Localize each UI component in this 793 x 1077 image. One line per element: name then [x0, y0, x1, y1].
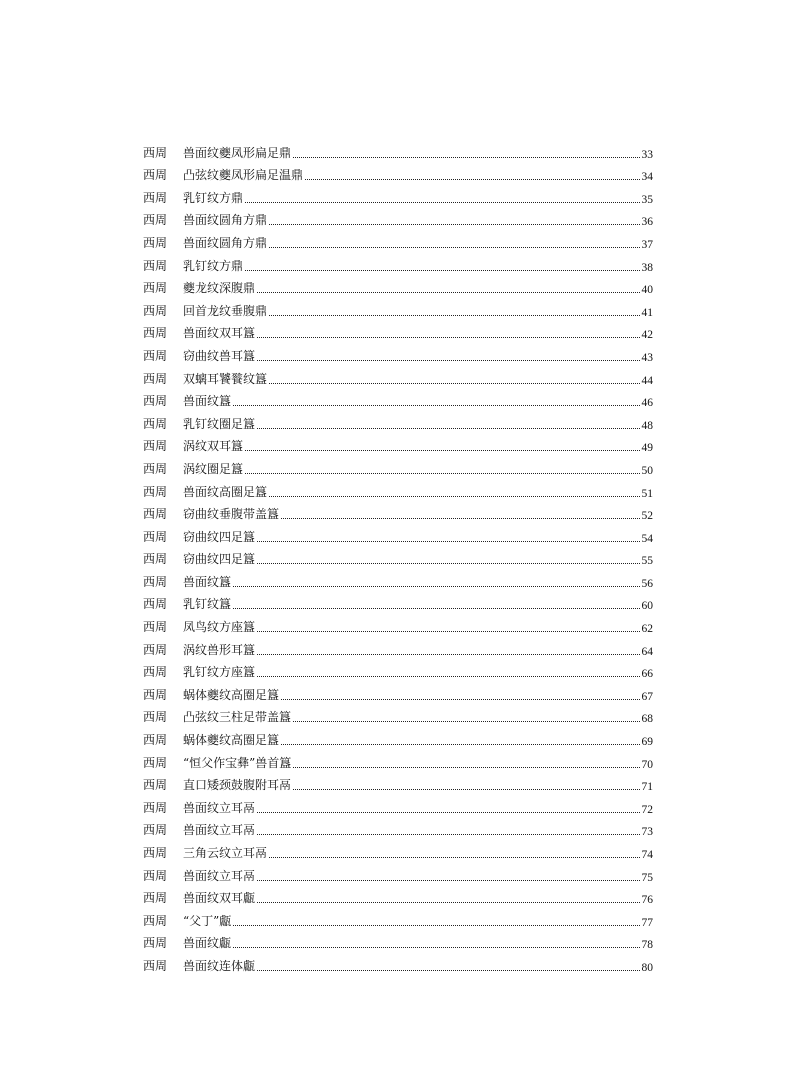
toc-title: 凤鸟纹方座簋: [183, 620, 256, 635]
toc-dot-leader: [245, 270, 639, 271]
toc-entry[interactable]: [143, 590, 653, 613]
toc-page-number: 34: [641, 171, 653, 184]
toc-title: 兽面纹立耳鬲: [183, 800, 256, 815]
toc-dynasty: 西周: [143, 394, 168, 409]
toc-dot-leader: [257, 631, 639, 632]
toc-entry[interactable]: [143, 861, 653, 884]
toc-entry[interactable]: [143, 725, 653, 748]
toc-dynasty: 西周: [143, 755, 168, 770]
toc-dynasty: 西周: [143, 800, 168, 815]
toc-entry[interactable]: [143, 183, 653, 206]
table-of-contents: [143, 138, 653, 974]
toc-page-number: 51: [641, 487, 653, 500]
toc-dot-leader: [281, 744, 639, 745]
toc-page-number: 48: [641, 419, 653, 432]
toc-dynasty: 西周: [143, 642, 168, 657]
toc-title: 兽面纹甗: [183, 936, 232, 951]
toc-entry[interactable]: [143, 206, 653, 229]
toc-entry[interactable]: [143, 929, 653, 952]
toc-title: 兽面纹圆角方鼎: [183, 235, 268, 250]
toc-dynasty: 西周: [143, 439, 168, 454]
toc-dot-leader: [257, 337, 639, 338]
toc-page-number: 38: [641, 261, 653, 274]
toc-entry[interactable]: [143, 138, 653, 161]
toc-dot-leader: [305, 179, 639, 180]
toc-dynasty: 西周: [143, 235, 168, 250]
toc-dot-leader: [269, 857, 639, 858]
toc-title: 直口矮颈鼓腹附耳鬲: [183, 778, 292, 793]
toc-page-number: 42: [641, 329, 653, 342]
toc-title: 蜗体夔纹高圈足簋: [183, 733, 280, 748]
toc-dot-leader: [257, 880, 639, 881]
toc-entry[interactable]: [143, 432, 653, 455]
toc-title: 兽面纹圆角方鼎: [183, 213, 268, 228]
toc-entry[interactable]: [143, 771, 653, 794]
toc-page-number: 37: [641, 238, 653, 251]
toc-page-number: 74: [641, 849, 653, 861]
toc-page-number: 33: [641, 148, 653, 161]
toc-title: 兽面纹双耳簋: [183, 326, 256, 341]
toc-entry[interactable]: [143, 161, 653, 184]
toc-entry[interactable]: [143, 703, 653, 726]
toc-title: 兽面纹立耳鬲: [183, 868, 256, 883]
toc-dot-leader: [233, 405, 639, 406]
toc-page-number: 56: [641, 577, 653, 590]
toc-dynasty: 西周: [143, 507, 168, 522]
toc-page-number: 36: [641, 216, 653, 229]
toc-entry[interactable]: [143, 454, 653, 477]
toc-dynasty: 西周: [143, 710, 168, 725]
toc-title: 窃曲纹兽耳簋: [183, 348, 256, 363]
toc-title: 窃曲纹四足簋: [183, 552, 256, 567]
toc-title: 夔龙纹深腹鼎: [183, 281, 256, 296]
toc-entry[interactable]: [143, 296, 653, 319]
toc-entry[interactable]: [143, 612, 653, 635]
toc-dynasty: 西周: [143, 213, 168, 228]
toc-title: 涡纹兽形耳簋: [183, 642, 256, 657]
toc-title: 回首龙纹垂腹鼎: [183, 303, 268, 318]
toc-page-number: 73: [641, 826, 653, 839]
toc-entry[interactable]: [143, 387, 653, 410]
toc-title: 蜗体夔纹高圈足簋: [183, 687, 280, 702]
toc-dynasty: 西周: [143, 168, 168, 183]
toc-page-number: 43: [641, 351, 653, 364]
toc-dynasty: 西周: [143, 665, 168, 680]
toc-title: 兽面纹簋: [183, 394, 232, 409]
toc-page-number: 40: [641, 284, 653, 297]
toc-title: 双螭耳饕餮纹簋: [183, 371, 268, 386]
toc-dot-leader: [293, 157, 639, 158]
toc-dynasty: 西周: [143, 303, 168, 318]
toc-entry[interactable]: [143, 319, 653, 342]
toc-page-number: 60: [641, 600, 653, 613]
toc-dynasty: 西周: [143, 868, 168, 883]
toc-dynasty: 西周: [143, 620, 168, 635]
toc-dynasty: 西周: [143, 529, 168, 544]
toc-title: 凸弦纹夔凤形扁足温鼎: [183, 168, 304, 183]
toc-entry[interactable]: [143, 748, 653, 771]
toc-dot-leader: [257, 360, 639, 361]
toc-page-number: 76: [641, 894, 653, 907]
toc-page-number: 55: [641, 555, 653, 568]
toc-entry[interactable]: [143, 274, 653, 297]
toc-title: 兽面纹簋: [183, 574, 232, 589]
toc-page-number: 54: [641, 532, 653, 545]
toc-title: 乳钉纹簋: [183, 597, 232, 612]
toc-title: 兽面纹夔凤形扁足鼎: [183, 145, 292, 160]
toc-entry[interactable]: [143, 680, 653, 703]
toc-title: 乳钉纹方鼎: [183, 258, 244, 273]
toc-page-number: 44: [641, 374, 653, 387]
toc-dot-leader: [281, 699, 639, 700]
toc-dynasty: 西周: [143, 958, 168, 973]
toc-dynasty: 西周: [143, 823, 168, 838]
toc-dynasty: 西周: [143, 687, 168, 702]
toc-entry[interactable]: [143, 228, 653, 251]
toc-dot-leader: [269, 247, 639, 248]
toc-dynasty: 西周: [143, 913, 168, 928]
toc-page-number: 64: [641, 645, 653, 658]
toc-dynasty: 西周: [143, 371, 168, 386]
toc-dot-leader: [233, 608, 639, 609]
toc-page-number: 46: [641, 397, 653, 410]
toc-dot-leader: [281, 518, 639, 519]
toc-dot-leader: [269, 224, 639, 225]
toc-dynasty: 西周: [143, 145, 168, 160]
toc-dot-leader: [293, 767, 639, 768]
toc-entry[interactable]: [143, 567, 653, 590]
toc-dot-leader: [245, 202, 639, 203]
toc-title: 兽面纹立耳鬲: [183, 823, 256, 838]
toc-title: 窃曲纹四足簋: [183, 529, 256, 544]
toc-dot-leader: [257, 676, 639, 677]
toc-page-number: 67: [641, 690, 653, 703]
toc-dot-leader: [257, 563, 639, 564]
toc-title: 三角云纹立耳鬲: [183, 846, 268, 860]
toc-dynasty: 西周: [143, 936, 168, 951]
toc-dynasty: 西周: [143, 190, 168, 205]
toc-entry[interactable]: [143, 884, 653, 907]
toc-dot-leader: [293, 789, 639, 790]
toc-page-number: 35: [641, 193, 653, 206]
toc-title: 凸弦纹三柱足带盖簋: [183, 710, 292, 725]
toc-dot-leader: [233, 586, 639, 587]
toc-title: 兽面纹高圈足簋: [183, 484, 268, 499]
toc-page-number: 70: [641, 758, 653, 771]
toc-entry[interactable]: [143, 906, 653, 929]
toc-dot-leader: [257, 654, 639, 655]
toc-page-number: 50: [641, 464, 653, 477]
toc-dynasty: 西周: [143, 552, 168, 567]
toc-title: 涡纹双耳簋: [183, 439, 244, 454]
toc-dynasty: 西周: [143, 574, 168, 589]
toc-dynasty: 西周: [143, 416, 168, 431]
toc-page-number: 62: [641, 623, 653, 636]
toc-title: 乳钉纹圈足簋: [183, 416, 256, 431]
toc-dynasty: 西周: [143, 778, 168, 793]
toc-dynasty: 西周: [143, 258, 168, 273]
toc-entry[interactable]: [143, 816, 653, 839]
toc-entry[interactable]: [143, 341, 653, 364]
toc-entry[interactable]: [143, 635, 653, 658]
toc-dynasty: 西周: [143, 461, 168, 476]
toc-dynasty: 西周: [143, 891, 168, 906]
toc-dot-leader: [233, 947, 639, 948]
toc-entry[interactable]: [143, 838, 653, 861]
toc-entry[interactable]: [143, 793, 653, 816]
toc-page-number: 80: [641, 961, 653, 974]
toc-page-number: 69: [641, 736, 653, 749]
toc-dot-leader: [257, 902, 639, 903]
toc-page-number: 66: [641, 668, 653, 681]
toc-page-number: 78: [641, 939, 653, 952]
toc-entry[interactable]: [143, 409, 653, 432]
toc-dot-leader: [257, 834, 639, 835]
toc-dot-leader: [257, 292, 639, 293]
toc-page-number: 72: [641, 803, 653, 816]
toc-dot-leader: [257, 970, 639, 971]
toc-dynasty: 西周: [143, 733, 168, 748]
toc-entry[interactable]: [143, 477, 653, 500]
toc-dot-leader: [233, 925, 639, 926]
toc-dot-leader: [257, 541, 639, 542]
toc-entry[interactable]: [143, 251, 653, 274]
toc-title: “父丁”甗: [183, 913, 232, 928]
toc-title: 乳钉纹方鼎: [183, 190, 244, 205]
toc-entry[interactable]: [143, 545, 653, 568]
toc-dot-leader: [293, 721, 639, 722]
toc-entry[interactable]: [143, 951, 653, 974]
toc-entry[interactable]: [143, 522, 653, 545]
toc-dot-leader: [269, 496, 639, 497]
toc-page-number: 49: [641, 442, 653, 455]
toc-title: 涡纹圈足簋: [183, 461, 244, 476]
toc-dynasty: 西周: [143, 326, 168, 341]
toc-dot-leader: [269, 383, 639, 384]
toc-page-number: 77: [641, 916, 653, 929]
toc-dynasty: 西周: [143, 846, 168, 860]
toc-dynasty: 西周: [143, 348, 168, 363]
toc-dot-leader: [269, 315, 639, 316]
toc-title: “恒父作宝彝”兽首簋: [183, 755, 292, 770]
toc-dynasty: 西周: [143, 597, 168, 612]
toc-dynasty: 西周: [143, 281, 168, 296]
toc-entry[interactable]: [143, 364, 653, 387]
toc-entry[interactable]: [143, 500, 653, 523]
toc-dot-leader: [257, 812, 639, 813]
toc-page-number: 71: [641, 781, 653, 794]
toc-page-number: 75: [641, 871, 653, 884]
toc-dot-leader: [245, 450, 639, 451]
toc-title: 乳钉纹方座簋: [183, 665, 256, 680]
toc-title: 兽面纹连体甗: [183, 958, 256, 973]
toc-page-number: 68: [641, 713, 653, 726]
toc-page-number: 52: [641, 510, 653, 523]
toc-dot-leader: [245, 473, 639, 474]
toc-title: 窃曲纹垂腹带盖簋: [183, 507, 280, 522]
toc-dynasty: 西周: [143, 484, 168, 499]
toc-entry[interactable]: [143, 658, 653, 681]
toc-title: 兽面纹双耳甗: [183, 891, 256, 906]
toc-page-number: 41: [641, 306, 653, 319]
toc-dot-leader: [257, 428, 639, 429]
